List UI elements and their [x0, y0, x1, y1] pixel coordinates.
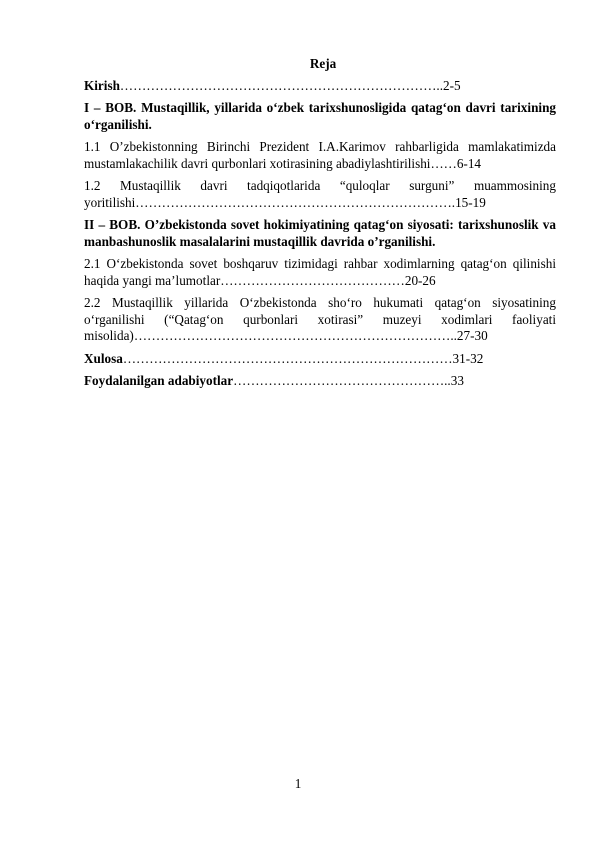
toc-entry-label: Foydalanilgan adabiyotlar: [84, 373, 234, 388]
toc-dot-leader: ………………………………………………………………..: [119, 77, 443, 93]
toc-section-1-2: 1.2 Mustaqillik davri tadqiqotlarida “quloqlar surguni” muammosining yoritilishi……………………………………………………………….15-19: [84, 178, 556, 210]
toc-title: Reja: [309, 56, 337, 71]
toc-entry-xulosa: [84, 351, 556, 368]
toc-dot-leader: …………………………………………..: [233, 373, 451, 388]
toc-page-range: 33: [450, 373, 464, 388]
toc-chapter-1: I – BOB. Mustaqillik, yillarida o‘zbek tarixshunosligida qatag‘on davri tarixining o‘rganilishi.: [84, 100, 556, 132]
toc-entry-label: Kirish: [84, 77, 120, 93]
toc-section-1-1: 1.1 O’zbekistonning Birinchi Prezident I.A.Karimov rahbarligida mamlakatimizda mustamlakachilik davri qurbonlari xotirasining abadiylashtirilishi……6-14: [84, 139, 556, 171]
table-of-contents: [84, 56, 556, 396]
toc-section-2-1: 2.1 O‘zbekistonda sovet boshqaruv tizimidagi rahbar xodimlarning qatag‘on qilinishi haqida yangi ma’lumotlar……………………………………20-26: [84, 256, 556, 288]
toc-entry-adabiyotlar: [84, 373, 556, 390]
toc-entry-label: Xulosa: [84, 350, 123, 366]
toc-chapter-2: II – BOB. O’zbekistonda sovet hokimiyatining qatag‘on siyosati: tarixshunoslik va manbashunoslik masalalarini mustaqillik davrida o’rganilishi.: [84, 217, 556, 249]
toc-entry-kirish: [84, 78, 556, 95]
page-number: 1: [294, 776, 302, 791]
toc-page-range: 2-5: [443, 77, 461, 93]
toc-page-range: 31-32: [452, 350, 484, 366]
toc-dot-leader: …………………………………………………………………: [122, 350, 453, 366]
toc-section-2-2: 2.2 Mustaqillik yillarida O‘zbekistonda sho‘ro hukumati qatag‘on siyosatining o‘rganilishi (“Qatag‘on qurbonlari xotirasi” muzeyi xodimlari faoliyati misolida)………………………………………………………………..27-30: [84, 295, 556, 343]
